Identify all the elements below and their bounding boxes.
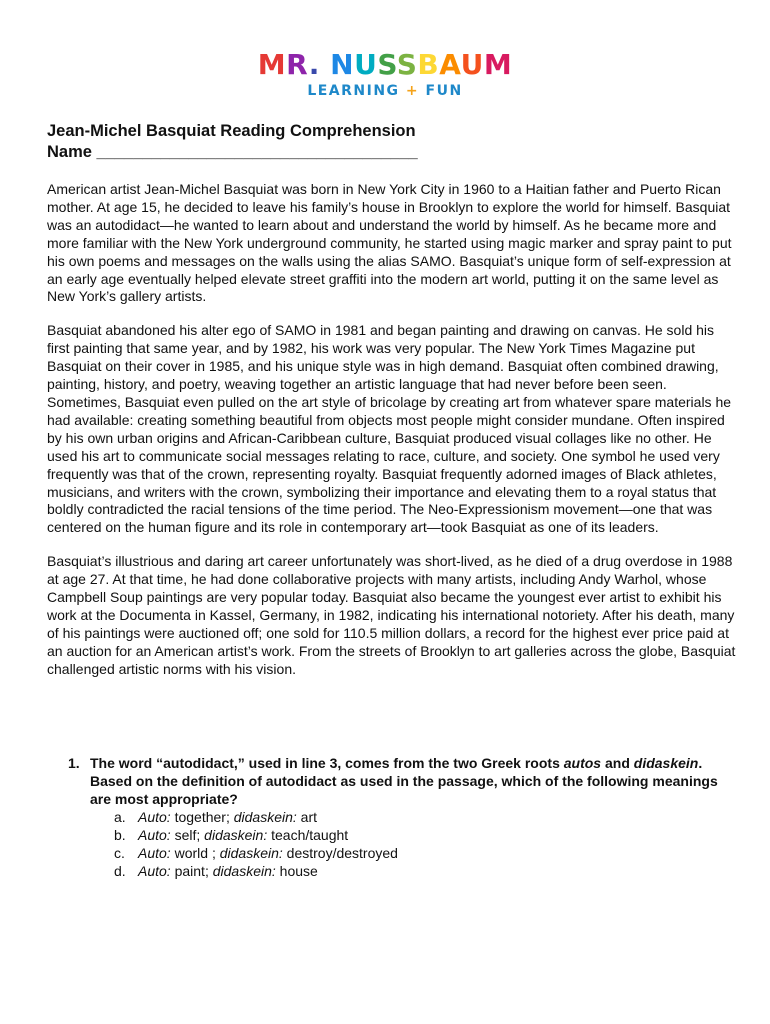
choice-root: Auto:	[138, 863, 171, 879]
choice-meaning: art	[296, 809, 318, 825]
choice-root: didaskein:	[204, 827, 268, 843]
question-1	[68, 754, 718, 880]
logo-letter: U	[460, 48, 484, 81]
logo-letter: M	[257, 48, 287, 81]
worksheet-header	[47, 121, 418, 163]
choice-letter: c.	[114, 845, 125, 861]
answer-choice	[114, 844, 718, 862]
answer-choice	[114, 826, 718, 844]
stem-italic-root: autos	[563, 755, 602, 771]
mr-nussbaum-logo	[0, 50, 770, 100]
logo-letter: U	[354, 48, 378, 81]
choice-meaning: world ;	[170, 845, 220, 861]
choice-root: didaskein:	[212, 863, 276, 879]
passage-paragraph: Basquiat abandoned his alter ego of SAMO in 1981 and began painting and drawing on canvas. He sold his first painting that same year, and by 1982, his work was very popular. The New York Times Magazine put Basquiat on their cover in 1985, and his unique style was in high demand. Basquiat often combined drawing, painting, history, and poetry, weaving together an artistic language that had never before been seen. Sometimes, Basquiat even pulled on the art style of bricolage by creating art from whatever spare materials he had available: creating something beautiful from objects most people might consider mundane. Often inspired by his own urban origins and African-Caribbean culture, Basquiat produced visual collages like no other. He used his art to communicate social messages relating to race, culture, and society. One symbol he used very frequently was that of the crown, representing royalty. Basquiat frequently adorned images of Black athletes, musicians, and writers with the crown, symbolizing their importance and elevating them to a royal status that boldly contradicted the racial tensions of the time period. The Neo-Expressionism movement—one that was centered on the human figure and its role in contemporary art—took Basquiat as one of its leaders.	[47, 322, 732, 536]
logo-tagline	[0, 82, 770, 100]
reading-passage	[47, 181, 737, 695]
logo-letter: M	[483, 48, 513, 81]
question-stem	[68, 754, 718, 808]
choice-meaning: destroy/destroyed	[282, 845, 398, 861]
choice-meaning: teach/taught	[267, 827, 349, 843]
choice-root: didaskein:	[219, 845, 283, 861]
choice-root: Auto:	[138, 809, 171, 825]
question-text	[90, 754, 718, 808]
logo-letter: .	[308, 48, 320, 81]
choice-root: Auto:	[138, 827, 171, 843]
logo-letter: S	[396, 48, 418, 81]
logo-tagline-left: LEARNING	[307, 83, 400, 99]
question-number: 1.	[68, 755, 80, 771]
choice-letter: d.	[114, 863, 126, 879]
choice-meaning: house	[275, 863, 318, 879]
choice-root: Auto:	[138, 845, 171, 861]
logo-letter: A	[439, 48, 461, 81]
passage-paragraph: Basquiat’s illustrious and daring art career unfortunately was short-lived, as he died of a drug overdose in 1988 at age 27. At that time, he had done collaborative projects with many artists, including Andy Warhol, whose Campbell Soup paintings are very popular today. Basquiat also became the youngest ever artist to exhibit his work at the Documenta in Kassel, Germany, in 1982, indicating his international notoriety. After his death, many of his paintings were auctioned off; one sold for 110.5 million dollars, a record for the highest ever price paid at an auction for an American artist’s work. From the streets of Brooklyn to art galleries across the globe, Basquiat challenged artistic norms with his vision.	[47, 553, 736, 677]
logo-letter: R	[286, 48, 309, 81]
choice-text	[138, 808, 317, 826]
choice-text	[138, 826, 348, 844]
logo-letter: B	[417, 48, 440, 81]
passage-paragraph: American artist Jean-Michel Basquiat was born in New York City in 1960 to a Haitian father and Puerto Rican mother. At age 15, he decided to leave his family’s house in Brooklyn to explore the world for himself. Basquiat was an autodidact—he wanted to learn about and understand the world by himself. As he became more and more familiar with the New York underground community, he started using magic marker and spray paint to put his own poems and messages on the walls using the alias SAMO. Basquiat’s unique form of self-expression at an early age eventually helped elevate street graffiti into the modern art world, putting it on the same level as New York’s gallery artists.	[47, 181, 732, 305]
choice-meaning: self;	[170, 827, 205, 843]
plus-icon: +	[405, 83, 420, 99]
stem-italic-root: didaskein	[633, 755, 699, 771]
logo-letter: S	[377, 48, 397, 81]
logo-wordmark	[0, 50, 770, 80]
choice-meaning: together;	[170, 809, 234, 825]
choice-meaning: paint;	[170, 863, 213, 879]
choice-root: didaskein:	[233, 809, 297, 825]
logo-letter	[320, 48, 330, 81]
choice-text	[138, 844, 398, 862]
stem-part: The word “autodidact,” used in line 3, comes from the two Greek roots	[90, 755, 564, 771]
logo-tagline-right: FUN	[425, 83, 463, 99]
choice-letter: a.	[114, 809, 126, 825]
logo-letter: N	[330, 48, 355, 81]
choice-letter: b.	[114, 827, 126, 843]
stem-part: and	[601, 755, 634, 771]
page-title: Jean-Michel Basquiat Reading Comprehension	[47, 122, 416, 140]
name-field: Name ___________________________________	[47, 143, 418, 161]
answer-choice	[114, 808, 718, 826]
answer-choice	[114, 862, 718, 880]
answer-choices	[68, 808, 718, 880]
stem-part: . Based on the definition of autodidact as used in the passage, which of the following meanings are most appropriate?	[90, 755, 718, 807]
choice-text	[138, 862, 318, 880]
